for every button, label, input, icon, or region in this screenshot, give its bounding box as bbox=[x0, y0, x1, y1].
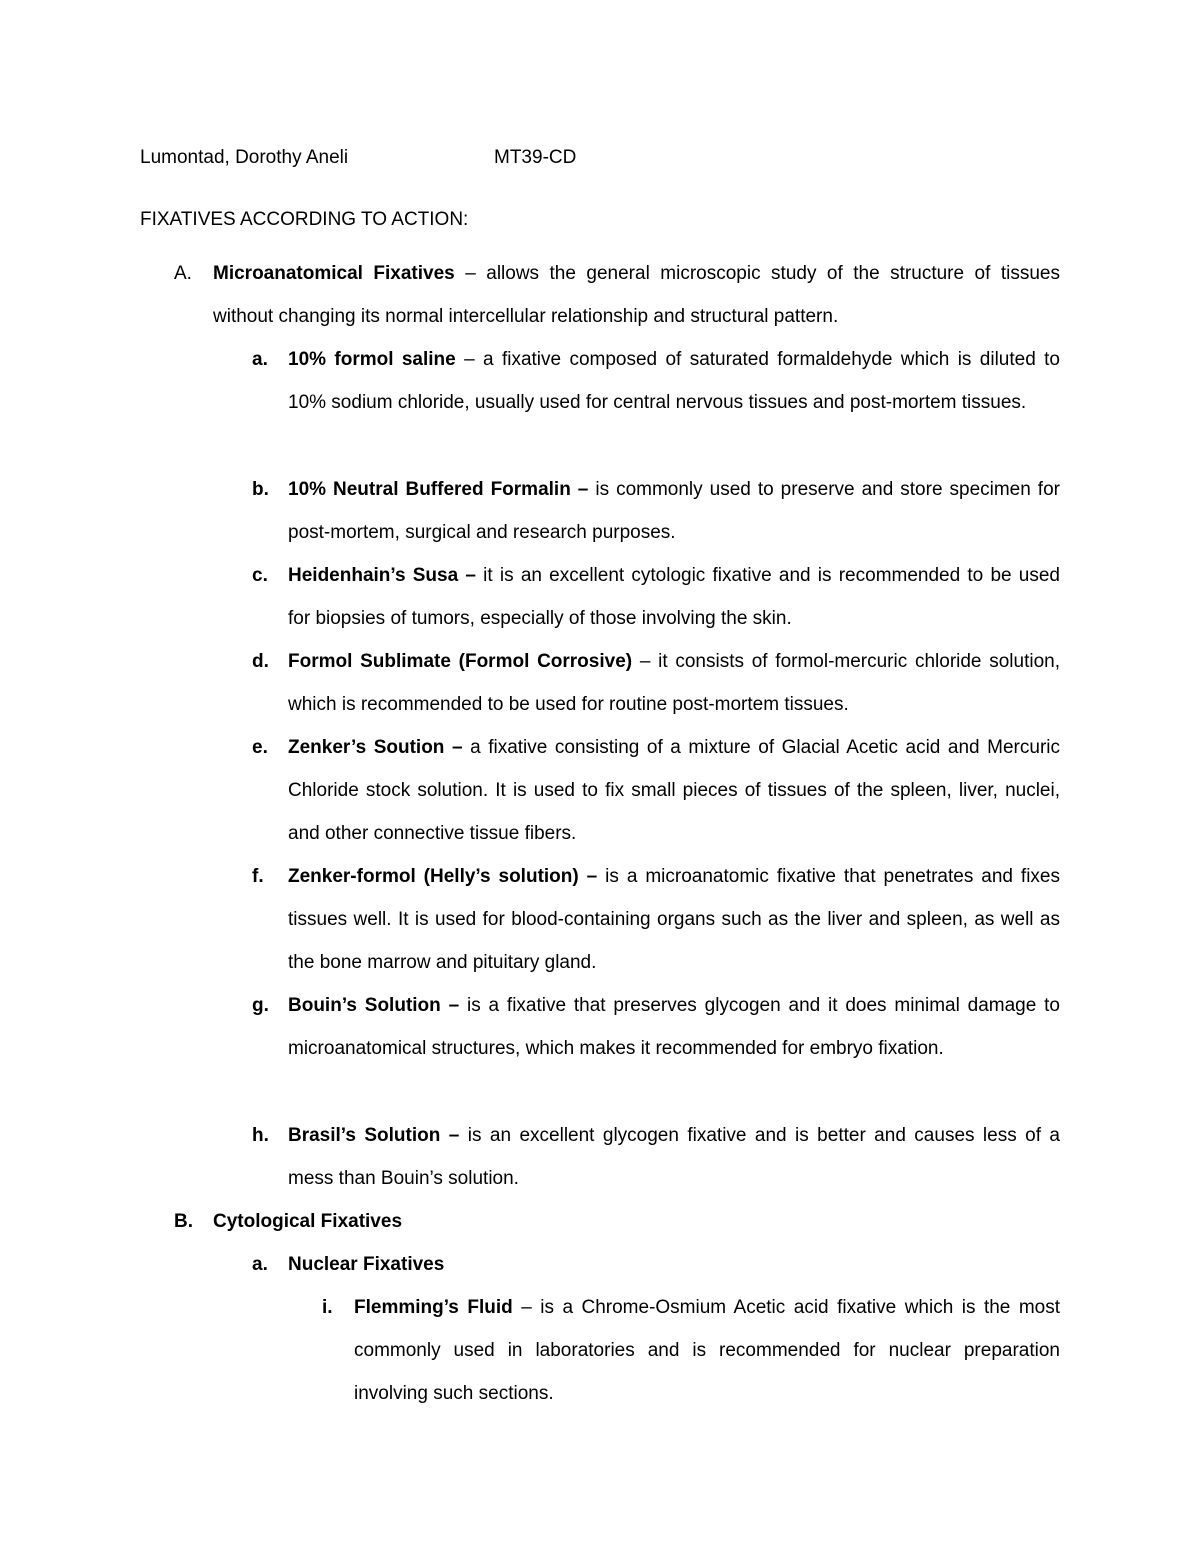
section-a-title: Microanatomical Fixatives bbox=[213, 263, 455, 284]
section-a-description: – allows the general microscopic study of the structure of tissues without changing its normal intercellular relationship and structural pattern. bbox=[213, 263, 1060, 327]
item-description: it is an excellent cytologic fixative and is recommended to be used for biopsies of tumors, especially of those involving the skin. bbox=[288, 565, 1061, 629]
list-item bbox=[288, 984, 1060, 1070]
list-item bbox=[288, 338, 1060, 424]
item-term: Zenker’s Soution – bbox=[288, 737, 463, 758]
list-item bbox=[354, 1286, 1060, 1415]
section-a-paragraph bbox=[213, 252, 1060, 338]
nuclear-fixatives-title: Nuclear Fixatives bbox=[288, 1254, 445, 1275]
item-term: Zenker-formol (Helly’s solution) – bbox=[288, 866, 598, 887]
item-description: – a fixative composed of saturated formaldehyde which is diluted to 10% sodium chloride, usually used for central nervous tissues and post-mortem tissues. bbox=[288, 349, 1060, 413]
item-g-marker: g. bbox=[252, 995, 269, 1016]
list-item bbox=[288, 726, 1060, 855]
nuclear-fixatives-heading bbox=[288, 1243, 1060, 1286]
section-a-marker: A. bbox=[174, 263, 192, 284]
item-term: Flemming’s Fluid bbox=[354, 1297, 513, 1318]
list-item bbox=[288, 468, 1060, 554]
item-term: Bouin’s Solution – bbox=[288, 995, 460, 1016]
item-description: is commonly used to preserve and store specimen for post-mortem, surgical and research purposes. bbox=[288, 479, 1060, 543]
section-title: FIXATIVES ACCORDING TO ACTION: bbox=[140, 209, 469, 230]
item-description: is a fixative that preserves glycogen and it does minimal damage to microanatomical structures, which makes it recommended for embryo fixation. bbox=[288, 995, 1060, 1059]
list-item bbox=[288, 1114, 1060, 1200]
item-term: 10% formol saline bbox=[288, 349, 456, 370]
item-d-marker: d. bbox=[252, 651, 269, 672]
class-code: MT39-CD bbox=[494, 147, 577, 168]
header-line bbox=[140, 144, 577, 172]
item-e-marker: e. bbox=[252, 737, 268, 758]
item-term: Formol Sublimate (Formol Corrosive) bbox=[288, 651, 633, 672]
list-item bbox=[288, 554, 1060, 640]
item-b-marker: b. bbox=[252, 479, 269, 500]
student-name: Lumontad, Dorothy Aneli bbox=[140, 147, 349, 168]
section-b-title: Cytological Fixatives bbox=[213, 1211, 403, 1232]
flemming-marker: i. bbox=[322, 1297, 333, 1318]
item-term: Heidenhain’s Susa – bbox=[288, 565, 476, 586]
item-c-marker: c. bbox=[252, 565, 268, 586]
nuclear-fixatives-marker: a. bbox=[252, 1254, 268, 1275]
item-term: Brasil’s Solution – bbox=[288, 1125, 460, 1146]
item-description: a fixative consisting of a mixture of Glacial Acetic acid and Mercuric Chloride stock solution. It is used to fix small pieces of tissues of the spleen, liver, nuclei, and other connective tissue fibers. bbox=[288, 737, 1061, 844]
item-description: is an excellent glycogen fixative and is better and causes less of a mess than Bouin’s solution. bbox=[288, 1125, 1060, 1189]
section-b-marker: B. bbox=[174, 1211, 193, 1232]
item-term: 10% Neutral Buffered Formalin – bbox=[288, 479, 589, 500]
section-b-paragraph bbox=[213, 1200, 1060, 1243]
item-description: is a microanatomic fixative that penetrates and fixes tissues well. It is used for blood-containing organs such as the liver and spleen, as well as the bone marrow and pituitary gland. bbox=[288, 866, 1060, 973]
item-description: – is a Chrome-Osmium Acetic acid fixative which is the most commonly used in laboratories and is recommended for nuclear preparation involving such sections. bbox=[354, 1297, 1061, 1404]
list-item bbox=[288, 855, 1060, 984]
list-item bbox=[288, 640, 1060, 726]
item-description: – it consists of formol-mercuric chloride solution, which is recommended to be used for routine post-mortem tissues. bbox=[288, 651, 1060, 715]
item-f-marker: f. bbox=[252, 866, 264, 887]
item-h-marker: h. bbox=[252, 1125, 269, 1146]
item-a-marker: a. bbox=[252, 349, 268, 370]
